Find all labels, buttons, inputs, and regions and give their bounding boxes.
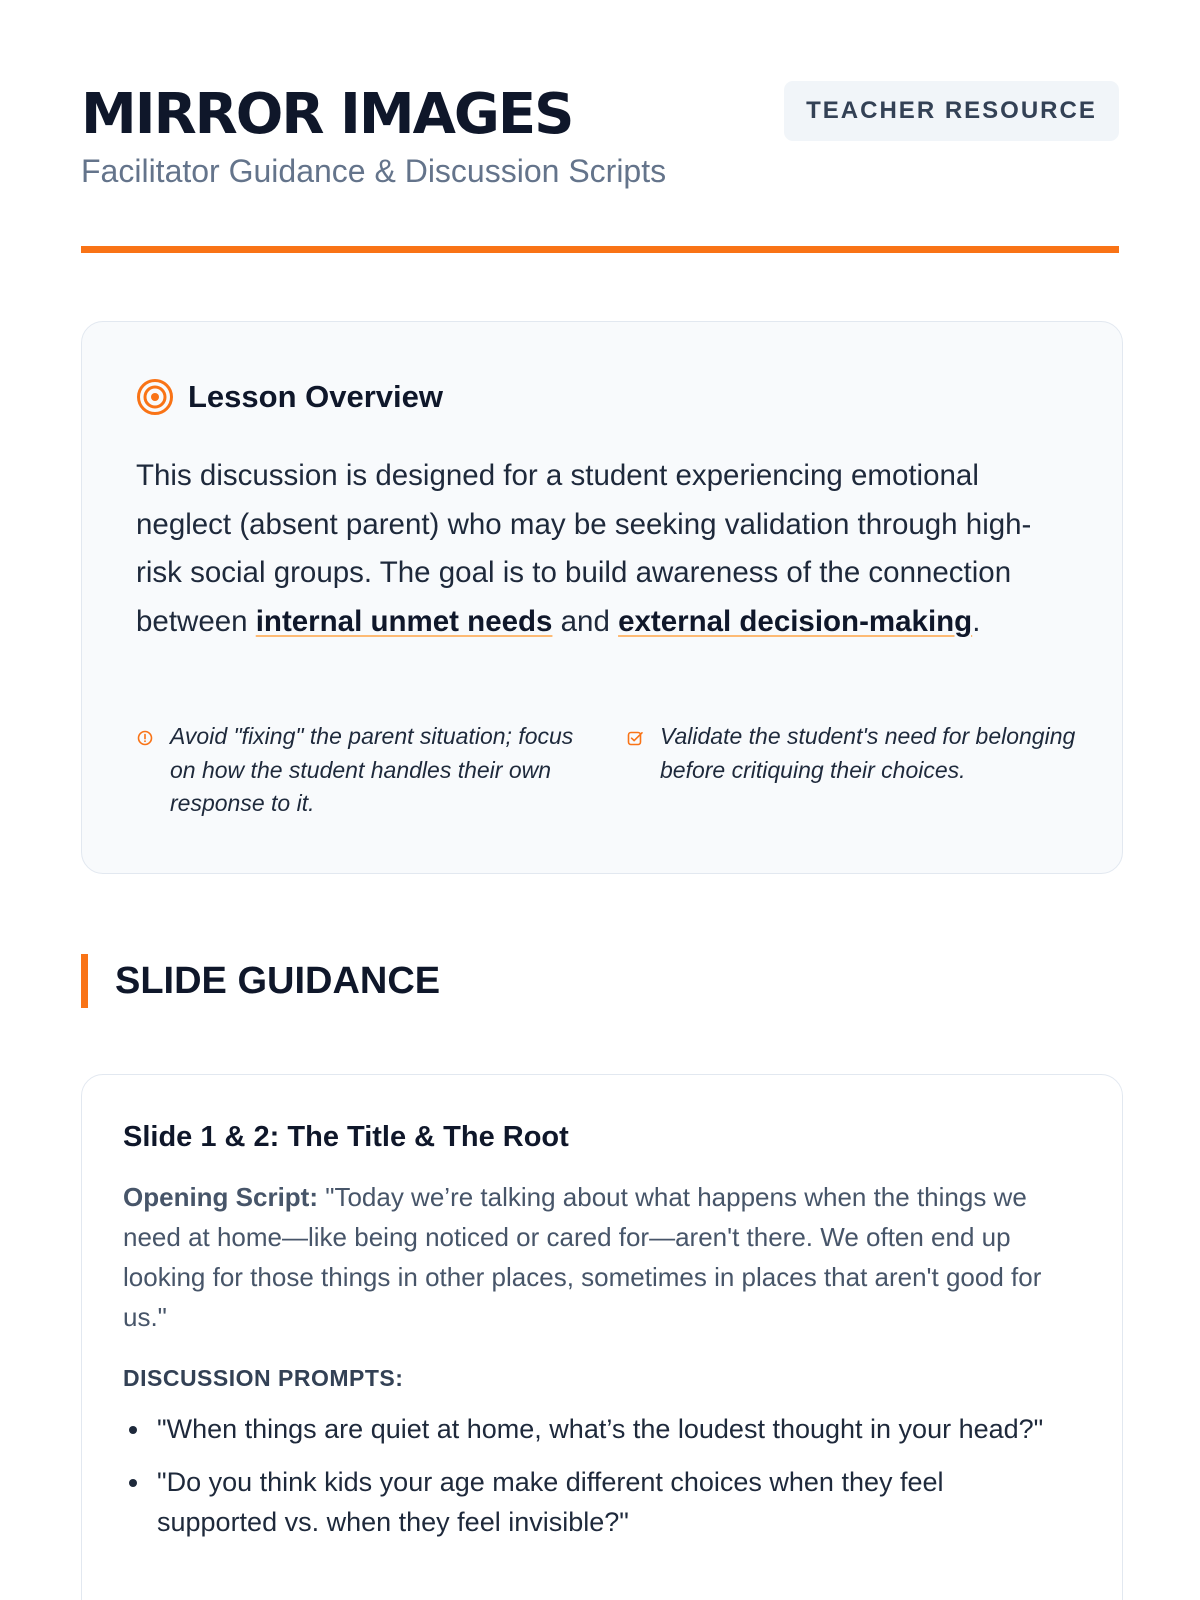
discussion-prompts-list (123, 1409, 1053, 1555)
document-title: MIRROR IMAGES (81, 82, 573, 147)
prompt-text: "When things are quiet at home, what’s the loudest thought in your head?" (157, 1414, 1044, 1444)
target-icon (136, 378, 174, 416)
slide-guidance-heading (81, 954, 440, 1008)
bullet-dot (129, 1426, 137, 1434)
lesson-overview-text (136, 452, 1076, 646)
prompt-text: "Do you think kids your age make different choices when they feel supported vs. when they feel invisible?" (157, 1467, 944, 1537)
opening-script-label: Opening Script: (123, 1182, 318, 1212)
lesson-overview-title: Lesson Overview (188, 379, 444, 414)
section-accent-bar (81, 954, 88, 1008)
tip-text: Validate the student's need for belonging before critiquing their choices. (660, 723, 1076, 783)
discussion-prompts-label: DISCUSSION PROMPTS: (123, 1365, 404, 1391)
lesson-overview-card (81, 321, 1123, 874)
overview-text-intro: This discussion is designed for a student experiencing emotional neglect (absent parent) who may be seeking validation through high-risk social groups. The goal is to build awareness of the connection between (136, 459, 1032, 638)
header-divider (81, 246, 1119, 253)
slide-guidance-card (81, 1074, 1123, 1600)
document-subtitle: Facilitator Guidance & Discussion Scripts (81, 153, 667, 189)
tip-text: Avoid "fixing" the parent situation; focus on how the student handles their own response to it. (170, 723, 574, 816)
opening-script-text: "Today we’re talking about what happens when the things we need at home—like being noticed or cared for—aren't there. We often end up looking for those things in other places, sometimes in places that aren't good for us." (123, 1182, 1042, 1332)
keyword-external-decision-making: external decision-making (618, 604, 973, 638)
lesson-overview-heading (136, 378, 443, 416)
section-title: SLIDE GUIDANCE (115, 959, 441, 1002)
keyword-internal-unmet-needs: internal unmet needs (255, 604, 553, 638)
list-item (123, 1462, 1053, 1542)
slide-title: Slide 1 & 2: The Title & The Root (123, 1121, 569, 1153)
tip-item (626, 720, 1076, 821)
page-header (81, 0, 1119, 246)
overview-text-end: . (972, 604, 981, 638)
bullet-dot (129, 1479, 137, 1487)
tip-item (136, 720, 586, 821)
opening-script (123, 1177, 1083, 1337)
overview-text-middle: and (552, 604, 619, 638)
facilitator-tips (136, 720, 1076, 821)
check-square-icon (626, 729, 644, 747)
list-item (123, 1409, 1053, 1449)
teacher-resource-badge: TEACHER RESOURCE (784, 81, 1119, 141)
info-circle-icon (136, 729, 154, 747)
